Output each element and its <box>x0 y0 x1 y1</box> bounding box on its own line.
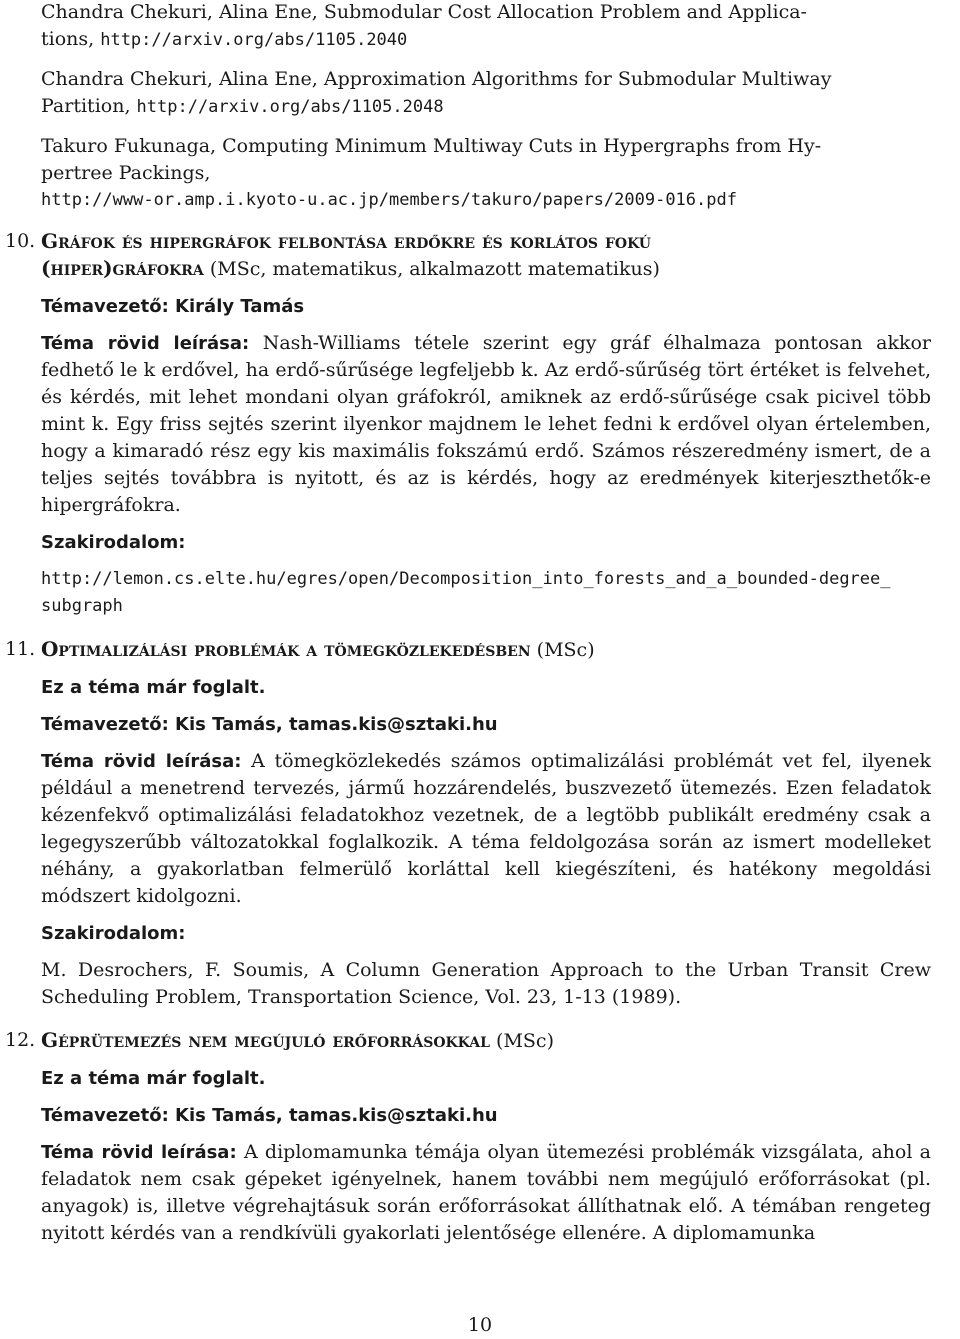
literature-url-cont[interactable]: subgraph <box>41 596 123 616</box>
document-page <box>5 0 932 1247</box>
topic-12 <box>5 1027 932 1247</box>
literature-label: Szakirodalom: <box>41 532 186 553</box>
topic-number: 10. <box>5 230 36 252</box>
topic-degree: (MSc) <box>490 1030 554 1052</box>
literature-entry: M. Desrochers, F. Soumis, A Column Generation Approach to the Urban Transit Crew Scheduling Problem, Transportation Science, Vol. 23, 1-13 (1989). <box>41 959 931 1008</box>
reference-2 <box>41 66 931 121</box>
description-label: Téma rövid leírása: <box>41 333 250 354</box>
literature-url[interactable]: http://lemon.cs.elte.hu/egres/open/Decomposition_into_forests_and_a_bounded-degree_ <box>41 569 891 589</box>
reference-2-line1: Chandra Chekuri, Alina Ene, Approximation Algorithms for Submodular Multiway <box>41 68 832 90</box>
reference-2-line2: Partition, <box>41 95 137 117</box>
description-text: A tömegközlekedés számos optimalizálási problémát vet fel, ilyenek például a menetrend tervezés, jármű hozzárendelés, buszvezető ütemezés. Ezen feladatok kézenfekvő optimalizálási feladatokhoz vezetnek, de a legtöbb publikált eredmény csak a legegyszerűbb változatokkal foglalkozik. A téma feldolgozása során az ismert modelleket néhány, a gyakorlatban felmerülő korláttal kell kiegészíteni, és hatékony megoldási módszert kidolgozni. <box>41 750 931 907</box>
topic-status: Ez a téma már foglalt. <box>41 1068 266 1089</box>
topic-degree: (MSc) <box>530 639 595 661</box>
topic-description <box>41 330 931 519</box>
topic-status: Ez a téma már foglalt. <box>41 677 266 698</box>
reference-3 <box>41 133 931 214</box>
literature-label: Szakirodalom: <box>41 923 186 944</box>
topic-title-cont: (hiper)gráfokra <box>41 256 204 280</box>
supervisor: Témavezető: Kis Tamás, tamas.kis@sztaki.hu <box>41 714 498 735</box>
reference-3-line2: pertree Packings, <box>41 162 211 184</box>
supervisor: Témavezető: Kis Tamás, tamas.kis@sztaki.hu <box>41 1105 498 1126</box>
reference-3-line1: Takuro Fukunaga, Computing Minimum Multiway Cuts in Hypergraphs from Hy- <box>41 135 822 157</box>
topic-number: 12. <box>5 1029 36 1051</box>
reference-2-url[interactable]: http://arxiv.org/abs/1105.2048 <box>136 97 444 117</box>
supervisor: Témavezető: Király Tamás <box>41 296 305 317</box>
page-number: 10 <box>467 1314 493 1336</box>
topic-title: Gráfok és hipergráfok felbontása erdőkre és korlátos fokú <box>41 229 651 253</box>
topic-degree: (MSc, matematikus, alkalmazott matematikus) <box>203 258 660 280</box>
topic-number: 11. <box>5 638 36 660</box>
reference-1-line2: tions, <box>41 28 101 50</box>
reference-3-url[interactable]: http://www-or.amp.i.kyoto-u.ac.jp/members/takuro/papers/2009-016.pdf <box>41 190 737 210</box>
reference-1-line1: Chandra Chekuri, Alina Ene, Submodular Cost Allocation Problem and Applica- <box>41 1 807 23</box>
topic-10 <box>5 228 931 620</box>
description-label: Téma rövid leírása: <box>41 751 242 772</box>
topic-description <box>41 1139 931 1247</box>
reference-1 <box>41 0 931 54</box>
topic-11 <box>5 636 931 1011</box>
description-label: Téma rövid leírása: <box>41 1142 237 1163</box>
topic-title: Optimalizálási problémák a tömegközlekedésben <box>41 637 531 661</box>
reference-1-url[interactable]: http://arxiv.org/abs/1105.2040 <box>100 30 408 50</box>
topic-description <box>41 748 931 910</box>
description-text: A diplomamunka témája olyan ütemezési problémák vizsgálata, ahol a feladatok nem csak gépeket igényelnek, hanem további nem megújuló erőforrásokat (pl. anyagok) is, illetve végrehajtásuk során erőforrásokat állíthatnak elő. A témában rengeteg nyitott kérdés van a rendkívüli gyakorlati jelentősége ellenére. A diplomamunka <box>41 1141 932 1244</box>
description-text: Nash-Williams tétele szerint egy gráf élhalmaza pontosan akkor fedhető le k erdővel, ha erdő-sűrűsége legfeljebb k. Az erdő-sűrűség tört értéket is felvehet, és kérdés, mit lehet mondani olyan gráfokról, amiknek az erdő-sűrűsége csak picivel több mint k. Egy friss sejtés szerint ilyenkor majdnem le lehet fedni k erdővel olyan értelemben, hogy a kimaradó rész egy kis maximális fokszámú erdő. Számos részeredmény ismert, de a teljes sejtés továbbra is nyitott, és az is kérdés, hogy az eredmények kiterjeszthetők-e hipergráfokra. <box>41 332 931 516</box>
topic-title: Géprütemezés nem megújuló erőforrásokkal <box>41 1028 490 1052</box>
